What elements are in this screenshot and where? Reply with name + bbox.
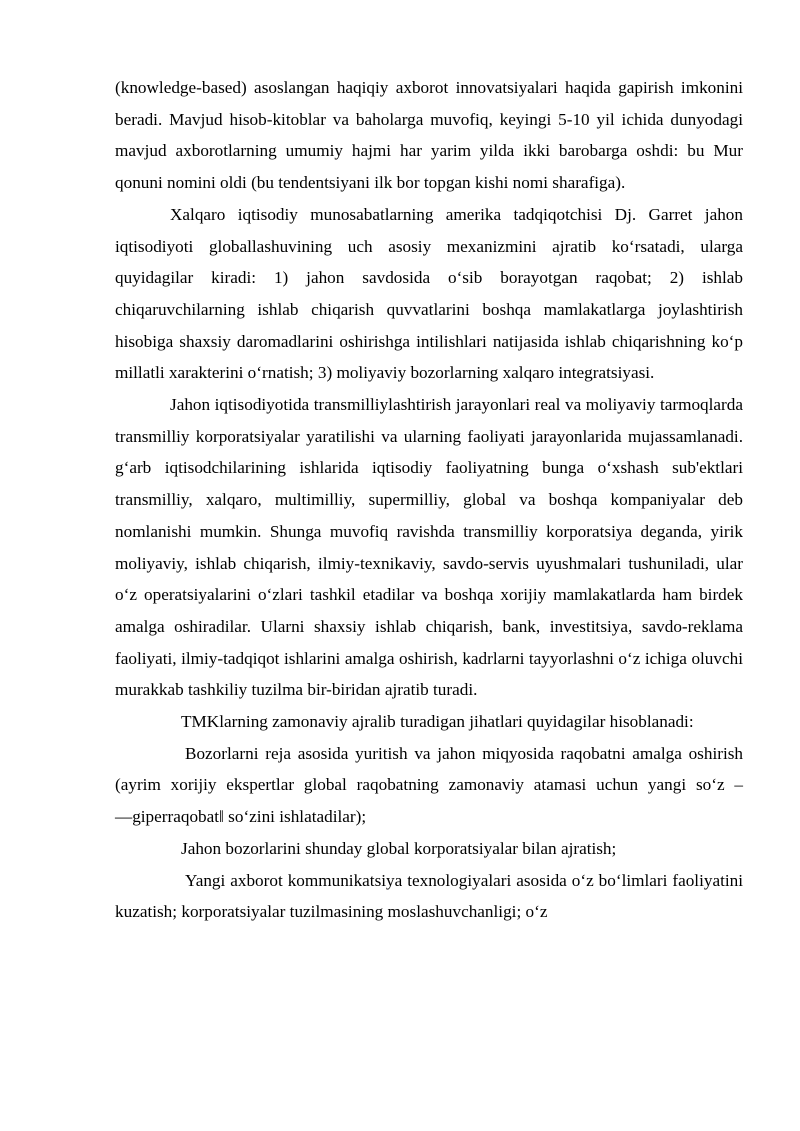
paragraph-new-ict: Yangi axborot kommunikatsiya texnologiyalari asosida o‘z bo‘limlari faoliyatini kuzatish; korporatsiyalar tuzilmasining moslashuvchanligi; o‘z bbox=[115, 870, 743, 922]
paragraph-garret-mechanisms: Xalqaro iqtisodiy munosabatlarning amerika tadqiqotchisi Dj. Garret jahon iqtisodiyoti globallashuvining uch asosiy mexanizmini ajratib ko‘rsatadi, ularga quyidagilar kiradi: 1) jahon savdosida o‘sib borayotgan raqobat; 2) ishlab chiqaruvchilarning ishlab chiqarish quvvatlarini boshqa mamlakatlarga joylashtirish hisobiga shaxsiy daromadlarini oshirishga intilishlari natijasida ishlab chiqarishning ko‘p millatli xarakterini o‘rnatish; 3) moliyaviy bozorlarning xalqaro integratsiyasi. bbox=[115, 204, 743, 383]
paragraph-tmk-features-intro: TMKlarning zamonaviy ajralib turadigan jihatlari quyidagilar hisoblanadi: bbox=[181, 712, 694, 732]
paragraph-transnationalization: Jahon iqtisodiyotida transmilliylashtirish jarayonlari real va moliyaviy tarmoqlarda transmilliy korporatsiyalar yaratilishi va ularning faoliyati jarayonlarida mujassamlanadi. g‘arb iqtisodchilarining ishlarida iqtisodiy faoliyatning bunga o‘xshash sub'ektlari transmilliy, xalqaro, multimilliy, supermilliy, global va boshqa kompaniyalar deb nomlanishi mumkin. Shunga muvofiq ravishda transmilliy korporatsiya deganda, yirik moliyaviy, ishlab chiqarish, ilmiy-texnikaviy, savdo-servis uyushmalari tushuniladi, ular o‘z operatsiyalarini o‘zlari tashkil etadilar va boshqa xorijiy mamlakatlarda ham birdek amalga oshiradilar. Ularni shaxsiy ishlab chiqarish, bank, investitsiya, savdo-reklama faoliyati, ilmiy-tadqiqot ishlarini amalga oshirish, kadrlarni tayyorlashni o‘z ichiga oluvchi murakkab tashkiliy tuzilma bir-biridan ajratib turadi. bbox=[115, 395, 743, 700]
document-page bbox=[115, 72, 743, 928]
paragraph-market-planning: Bozorlarni reja asosida yuritish va jahon miqyosida raqobatni amalga oshirish (ayrim xorijiy ekspertlar global raqobatning zamonaviy atamasi uchun yangi so‘z – ―giperraqobat‖ so‘zini ishlatadilar); bbox=[115, 743, 743, 827]
paragraph-global-corporations: Jahon bozorlarini shunday global korporatsiyalar bilan ajratish; bbox=[181, 838, 617, 858]
paragraph-knowledge-based: (knowledge-based) asoslangan haqiqiy axborot innovatsiyalari haqida gapirish imkonini beradi. Mavjud hisob-kitoblar va baholarga muvofiq, keyingi 5-10 yil ichida dunyodagi mavjud axborotlarning umumiy hajmi har yarim yilda ikki barobarga oshdi: bu Mur qonuni nomini oldi (bu tendentsiyani ilk bor topgan kishi nomi sharafiga). bbox=[115, 78, 743, 193]
